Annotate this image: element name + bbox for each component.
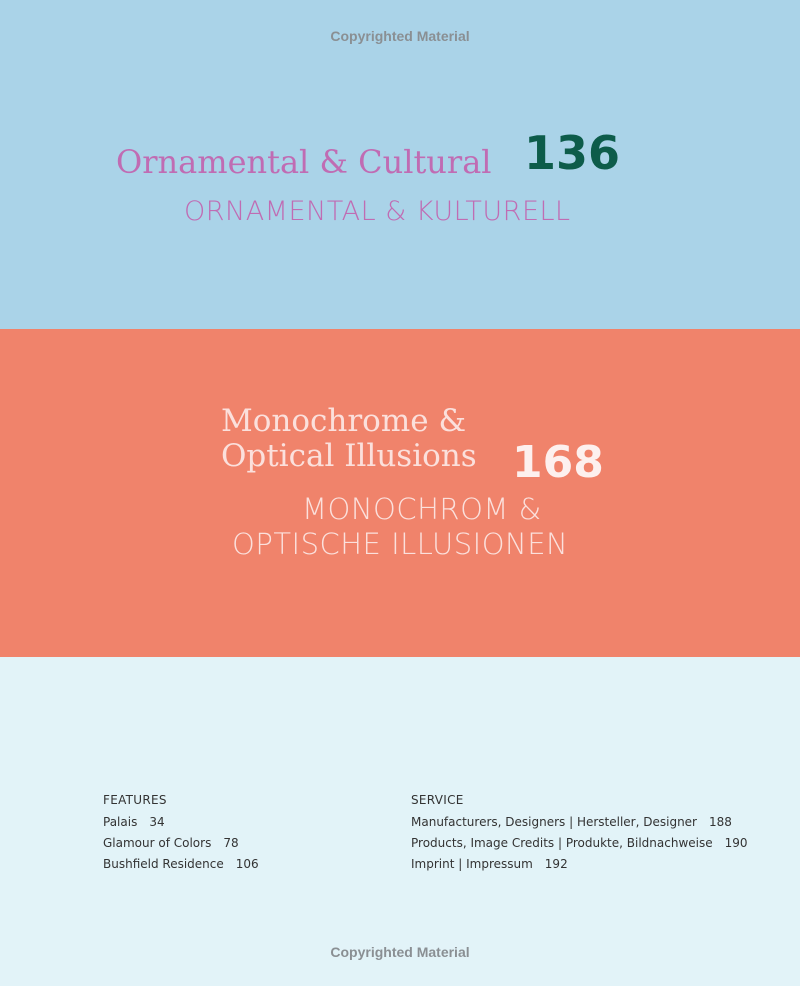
section-monochrome-subtitle-line2: OPTISCHE ILLUSIONEN bbox=[232, 527, 569, 561]
section-ornamental-page-number: 136 bbox=[524, 126, 621, 180]
service-item-page: 190 bbox=[724, 836, 748, 850]
service-item-label: Imprint | Impressum bbox=[411, 857, 533, 871]
features-item-bushfield-residence[interactable] bbox=[103, 857, 259, 871]
features-item-page: 78 bbox=[223, 836, 239, 850]
service-item-page: 192 bbox=[544, 857, 568, 871]
section-monochrome-title-line2: Optical Illusions bbox=[221, 438, 477, 474]
features-heading: FEATURES bbox=[103, 793, 167, 807]
service-item-label: Manufacturers, Designers | Hersteller, Designer bbox=[411, 815, 697, 829]
service-item-label: Products, Image Credits | Produkte, Bildnachweise bbox=[411, 836, 713, 850]
service-item-page: 188 bbox=[708, 815, 732, 829]
section-monochrome-title-line1: Monochrome & bbox=[221, 403, 467, 439]
features-item-palais[interactable] bbox=[103, 815, 259, 829]
watermark-top: Copyrighted Material bbox=[330, 28, 470, 44]
service-item-imprint[interactable] bbox=[411, 857, 748, 871]
service-heading: SERVICE bbox=[411, 793, 464, 807]
service-column bbox=[411, 793, 748, 878]
features-item-page: 106 bbox=[235, 857, 259, 871]
features-item-glamour-of-colors[interactable] bbox=[103, 836, 259, 850]
service-item-manufacturers[interactable] bbox=[411, 815, 748, 829]
section-monochrome-subtitle-line1: MONOCHROM & bbox=[302, 492, 542, 526]
watermark-bottom: Copyrighted Material bbox=[330, 944, 470, 960]
service-item-products[interactable] bbox=[411, 836, 748, 850]
section-ornamental-title: Ornamental & Cultural bbox=[116, 143, 492, 181]
section-ornamental-subtitle: ORNAMENTAL & KULTURELL bbox=[184, 196, 571, 227]
features-item-page: 34 bbox=[149, 815, 165, 829]
features-item-label: Bushfield Residence bbox=[103, 857, 224, 871]
features-column bbox=[103, 793, 259, 878]
features-item-label: Palais bbox=[103, 815, 138, 829]
features-item-label: Glamour of Colors bbox=[103, 836, 212, 850]
section-monochrome-page-number: 168 bbox=[512, 437, 604, 488]
